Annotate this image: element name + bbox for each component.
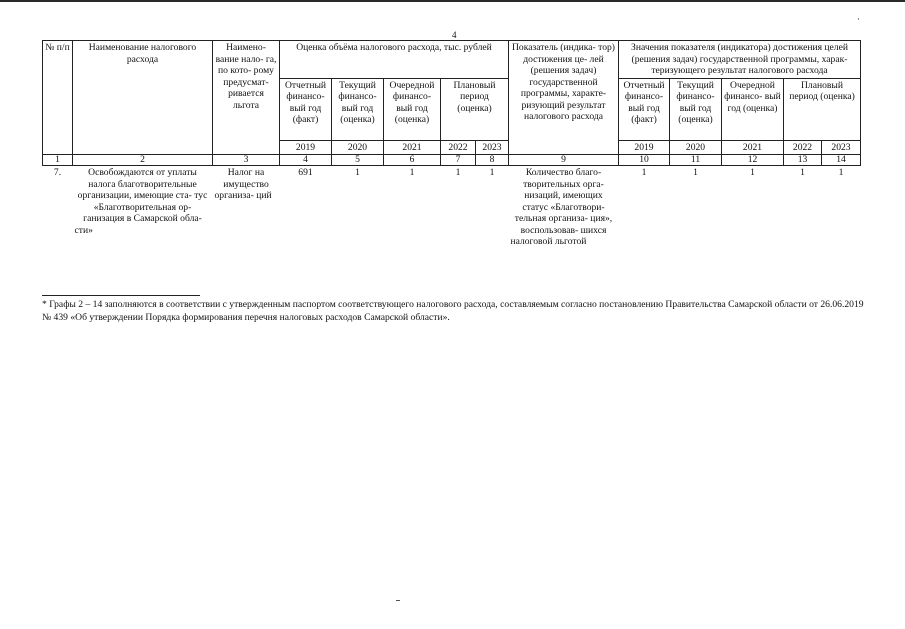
column-number: 8 (476, 155, 509, 166)
header-name: Наименование налогового расхода (73, 41, 213, 155)
column-number: 10 (619, 155, 670, 166)
row-value-2021: 1 (722, 166, 784, 249)
year-cell: 2019 (619, 140, 670, 155)
column-number: 3 (213, 155, 280, 166)
year-cell: 2021 (384, 140, 441, 155)
row-estimate-2022: 1 (441, 166, 476, 249)
row-value-2022: 1 (784, 166, 822, 249)
year-cell: 2023 (476, 140, 509, 155)
header-row-1 (43, 41, 861, 79)
header-indicator: Показатель (индика- тор) достижения це- лей (решения задач) государственной программы, характе- ризующий результат налогового расхода (509, 41, 619, 155)
column-number: 12 (722, 155, 784, 166)
header-num: № п/п (43, 41, 73, 155)
header-est-current: Текущий финансо- вый год (оценка) (332, 78, 384, 140)
header-val-report: Отчетный финансо- вый год (факт) (619, 78, 670, 140)
column-number-row (43, 155, 861, 166)
column-number: 13 (784, 155, 822, 166)
row-value-2019: 1 (619, 166, 670, 249)
header-val-next: Очередной финансо- вый год (оценка) (722, 78, 784, 140)
tax-expense-table (42, 40, 861, 249)
year-cell: 2023 (822, 140, 861, 155)
column-number: 4 (280, 155, 332, 166)
row-indicator: Количество благо- творительных орга- низаций, имеющих статус «Благотвори- тельная организа- ция», воспользовав- шихся налоговой льготой (509, 166, 619, 249)
row-value-2020: 1 (670, 166, 722, 249)
corner-mark: · (857, 14, 860, 24)
column-number: 5 (332, 155, 384, 166)
header-val-plan: Плановый период (оценка) (784, 78, 861, 140)
header-values: Значения показателя (индикатора) достижения целей (решения задач) государственной программы, харак- теризующего результат налогового расхода (619, 41, 861, 79)
footnote-separator (42, 295, 200, 296)
row-value-2023: 1 (822, 166, 861, 249)
column-number: 9 (509, 155, 619, 166)
row-tax-name: Налог на имущество организа- ций (213, 166, 280, 249)
page-number: 4 (452, 30, 457, 40)
header-tax: Наимено- вание нало- га, по кото- рому предусмат- ривается льгота (213, 41, 280, 155)
column-number: 11 (670, 155, 722, 166)
header-val-current: Текущий финансо- вый год (оценка) (670, 78, 722, 140)
column-number: 6 (384, 155, 441, 166)
year-cell: 2019 (280, 140, 332, 155)
row-number: 7. (43, 166, 73, 249)
year-cell: 2020 (670, 140, 722, 155)
table-row (43, 166, 861, 249)
header-estimate: Оценка объёма налогового расхода, тыс. рублей (280, 41, 509, 79)
year-cell: 2020 (332, 140, 384, 155)
year-cell: 2021 (722, 140, 784, 155)
row-estimate-2019: 691 (280, 166, 332, 249)
column-number: 1 (43, 155, 73, 166)
year-cell: 2022 (784, 140, 822, 155)
row-expense-name: Освобождаются от уплаты налога благотворительные организации, имеющие ста- тус «Благотворительная ор- ганизация в Самарской обла- сти» (73, 166, 213, 249)
column-number: 7 (441, 155, 476, 166)
column-number: 2 (73, 155, 213, 166)
header-est-report: Отчетный финансо- вый год (факт) (280, 78, 332, 140)
top-border-line (0, 0, 905, 2)
row-estimate-2021: 1 (384, 166, 441, 249)
column-number: 14 (822, 155, 861, 166)
footnote: * Графы 2 – 14 заполняются в соответствии с утвержденным паспортом соответствующего налогового расхода, составляемым согласно постановлению Правительства Самарской области от 26.06.2019 № 439 «Об утверждении Порядка формирования перечня налоговых расходов Самарской области». (42, 299, 864, 323)
header-est-plan: Плановый период (оценка) (441, 78, 509, 140)
header-est-next: Очередной финансо- вый год (оценка) (384, 78, 441, 140)
bottom-mark (396, 600, 400, 601)
row-estimate-2023: 1 (476, 166, 509, 249)
row-estimate-2020: 1 (332, 166, 384, 249)
year-cell: 2022 (441, 140, 476, 155)
